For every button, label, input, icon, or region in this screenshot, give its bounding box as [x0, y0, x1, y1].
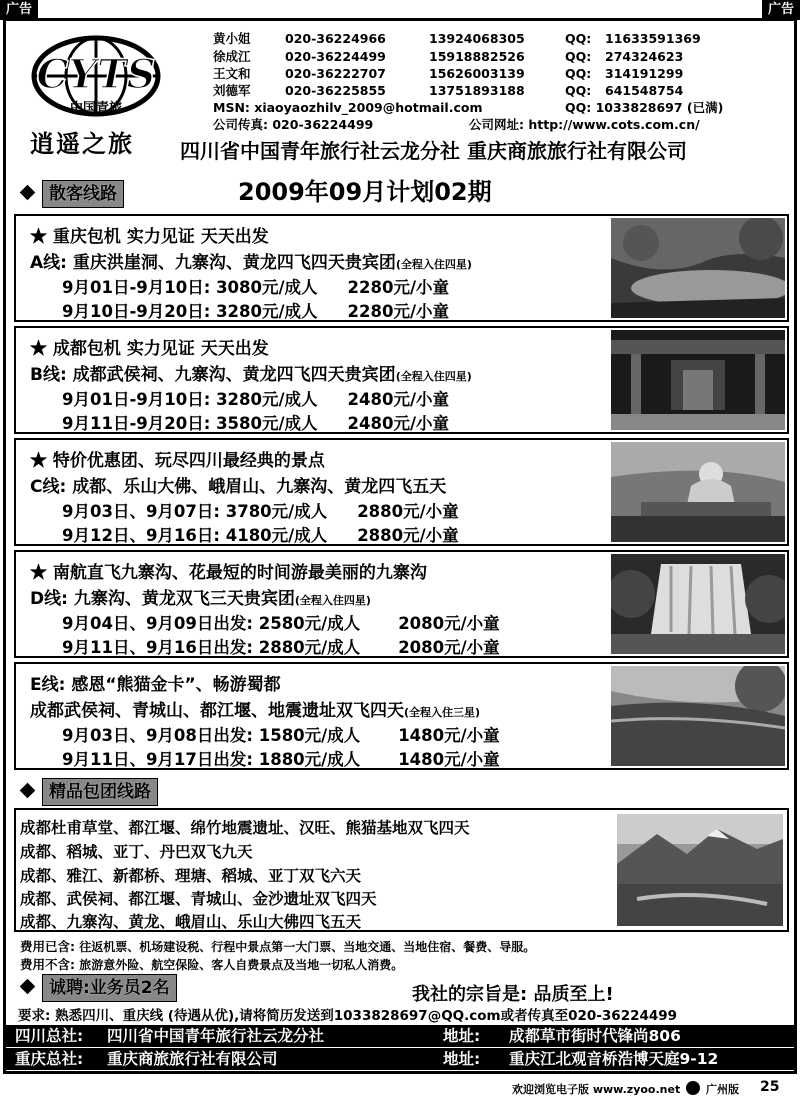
office-label: 四川总社: [15, 1027, 84, 1045]
section-boutique-header [14, 778, 158, 804]
date-child: 2880元/小童 [357, 526, 459, 545]
fee-included [20, 937, 535, 955]
route-title: B线: 成都武侯祠、九寨沟、黄龙四飞四天贵宾团 [30, 365, 396, 385]
route-name [30, 584, 371, 609]
fee-excluded [20, 955, 403, 973]
route-name [30, 248, 472, 273]
contact-name: 黄小姐 [213, 31, 251, 46]
route-heading: ★ 重庆包机 实力见证 天天出发 [30, 227, 269, 247]
ad-tag-left: 广告 [0, 0, 38, 20]
office-address: 重庆江北观音桥浩博天庭9-12 [509, 1050, 719, 1068]
route-note: (全程入住四星) [294, 594, 371, 607]
fee-included-text: 往返机票、机场建设税、行程中景点第一大门票、当地交通、当地住宿、餐费、导服。 [79, 940, 536, 954]
contact-name: 王文和 [213, 66, 251, 81]
footer-welcome[interactable]: 欢迎浏览电子版 www.zyoo.net [512, 1083, 681, 1096]
route-photo-temple [611, 330, 785, 430]
contact-qq: 314191299 [605, 66, 684, 81]
route-date [62, 722, 500, 746]
office-address: 成都草市街时代锋尚806 [509, 1027, 681, 1045]
office-name: 重庆商旅旅行社有限公司 [107, 1050, 278, 1068]
office-label: 重庆总社: [15, 1050, 84, 1068]
route-title: C线: 成都、乐山大佛、峨眉山、九寨沟、黄龙四飞五天 [30, 477, 447, 497]
date-child: 2280元/小童 [347, 302, 449, 321]
date-child: 1480元/小童 [398, 726, 500, 745]
motto: 我社的宗旨是: 品质至上! [412, 984, 614, 1005]
list-item: 成都、雅江、新都桥、理塘、稻城、亚丁双飞六天 [20, 867, 362, 885]
contact-qq: 11633591369 [605, 31, 701, 46]
recruit-label: 诚聘:业务员2名 [42, 974, 177, 1002]
msn-address[interactable]: MSN: xiaoyaozhilv_2009@hotmail.com [213, 100, 483, 115]
route-name [30, 472, 446, 497]
section-scatter-label: 散客线路 [42, 180, 124, 208]
route-note: (全程入住四星) [395, 258, 472, 271]
qq-label: QQ: [565, 83, 592, 98]
recruit-requirement: 要求: 熟悉四川、重庆线 (待遇从优),请将简历发送到1033828697@QQ.com或者传真至020-36224499 [18, 1008, 678, 1024]
date-child: 2480元/小童 [347, 414, 449, 433]
company-line: 四川省中国青年旅行社云龙分社 重庆商旅旅行社有限公司 [180, 139, 687, 163]
route-date [62, 410, 449, 434]
zyoo-logo-icon [686, 1081, 700, 1095]
route-note: (全程入住四星) [395, 370, 472, 383]
logo-subtitle: 中国青旅 [69, 101, 123, 116]
address-label: 地址: [443, 1027, 481, 1045]
qq-label: QQ: [565, 66, 592, 81]
route-heading: ★ 南航直飞九寨沟、花最短的时间游最美丽的九寨沟 [30, 563, 427, 583]
date-child: 2080元/小童 [398, 614, 500, 633]
date-child: 2880元/小童 [357, 502, 459, 521]
list-item: 成都、九寨沟、黄龙、峨眉山、乐山大佛四飞五天 [20, 913, 362, 931]
office-row-chongqing [3, 1048, 797, 1070]
route-date [62, 274, 449, 298]
date-child: 2080元/小童 [398, 638, 500, 657]
list-item: 成都杜甫草堂、都江堰、绵竹地震遗址、汉旺、熊猫基地双飞四天 [20, 819, 470, 837]
contact-qq: 641548754 [605, 83, 684, 98]
route-card-d [14, 550, 789, 658]
date-adult: 9月04日、9月09日出发: 2580元/成人 [62, 614, 361, 633]
route-card-e [14, 662, 789, 770]
route-card-a [14, 214, 789, 322]
boutique-photo-mountain [617, 814, 783, 926]
route-card-b [14, 326, 789, 434]
route-photo-river [611, 666, 785, 766]
contact-name: 刘德军 [213, 83, 251, 98]
boutique-list [14, 808, 789, 932]
diamond-icon [20, 783, 36, 799]
route-heading: ★ 特价优惠团、玩尽四川最经典的景点 [30, 451, 325, 471]
recruit-header [14, 974, 177, 1000]
route-heading: ★ 成都包机 实力见证 天天出发 [30, 339, 269, 359]
route-title: A线: 重庆洪崖洞、九寨沟、黄龙四飞四天贵宾团 [30, 253, 396, 273]
route-title: 成都武侯祠、青城山、都江堰、地震遗址双飞四天 [30, 701, 404, 721]
date-adult: 9月12日、9月16日: 4180元/成人 [62, 526, 328, 545]
office-row-sichuan [3, 1025, 797, 1047]
route-photo-buddha [611, 442, 785, 542]
contact-mobile: 13924068305 [429, 31, 525, 46]
route-date [62, 498, 459, 522]
date-adult: 9月11日-9月20日: 3580元/成人 [62, 414, 318, 433]
diamond-icon [20, 979, 36, 995]
ad-tag-right: 广告 [762, 0, 800, 20]
address-label: 地址: [443, 1050, 481, 1068]
qq-extra: QQ: 1033828697 (已满) [565, 100, 724, 115]
contact-phone: 020-36225855 [285, 83, 386, 98]
plan-title: 2009年09月计划02期 [238, 178, 492, 206]
route-title: D线: 九寨沟、黄龙双飞三天贵宾团 [30, 589, 295, 609]
logo-letters: CYTS [36, 51, 156, 98]
cyts-logo [12, 32, 180, 120]
route-card-c [14, 438, 789, 546]
fee-included-label: 费用已含: [20, 939, 75, 954]
qq-label: QQ: [565, 49, 592, 64]
contact-phone: 020-36224966 [285, 31, 386, 46]
route-date [62, 634, 500, 658]
route-photo-waterfall [611, 554, 785, 654]
office-name: 四川省中国青年旅行社云龙分社 [107, 1027, 325, 1045]
brand-name: 逍遥之旅 [30, 129, 134, 158]
date-adult: 9月01日-9月10日: 3280元/成人 [62, 390, 318, 409]
page-number: 25 [760, 1079, 780, 1095]
date-adult: 9月03日、9月07日: 3780元/成人 [62, 502, 328, 521]
fax-number: 公司传真: 020-36224499 [213, 117, 374, 132]
list-item: 成都、稻城、亚丁、丹巴双飞九天 [20, 843, 253, 861]
section-scatter-header [14, 180, 124, 206]
contact-phone: 020-36224499 [285, 49, 386, 64]
date-child: 1480元/小童 [398, 750, 500, 769]
date-adult: 9月10日-9月20日: 3280元/成人 [62, 302, 318, 321]
footer-edition: 广州版 [706, 1083, 739, 1096]
contact-mobile: 15918882526 [429, 49, 525, 64]
fee-excluded-label: 费用不含: [20, 957, 75, 972]
date-child: 2480元/小童 [347, 390, 449, 409]
contact-qq: 274324623 [605, 49, 684, 64]
contact-phone: 020-36222707 [285, 66, 386, 81]
contact-mobile: 15626003139 [429, 66, 525, 81]
date-adult: 9月03日、9月08日出发: 1580元/成人 [62, 726, 361, 745]
website-link[interactable]: 公司网址: http://www.cots.com.cn/ [469, 117, 700, 132]
route-date [62, 610, 500, 634]
route-date [62, 522, 459, 546]
date-adult: 9月11日、9月17日出发: 1880元/成人 [62, 750, 361, 769]
route-name [30, 696, 480, 721]
section-boutique-label: 精品包团线路 [42, 778, 158, 806]
date-adult: 9月11日、9月16日出发: 2880元/成人 [62, 638, 361, 657]
qq-label: QQ: [565, 31, 592, 46]
route-name [30, 360, 472, 385]
route-date [62, 386, 449, 410]
route-date [62, 746, 500, 770]
route-photo-lake [611, 218, 785, 318]
fee-excluded-text: 旅游意外险、航空保险、客人自费景点及当地一切私人消费。 [79, 958, 404, 972]
diamond-icon [20, 185, 36, 201]
route-date [62, 298, 449, 322]
contact-name: 徐成江 [213, 49, 251, 64]
contact-mobile: 13751893188 [429, 83, 525, 98]
date-child: 2280元/小童 [347, 278, 449, 297]
date-adult: 9月01日-9月10日: 3080元/成人 [62, 278, 318, 297]
route-note: (全程入住三星) [404, 706, 481, 719]
list-item: 成都、武侯祠、都江堰、青城山、金沙遗址双飞四天 [20, 890, 377, 908]
route-heading: E线: 感恩“熊猫金卡”、畅游蜀都 [30, 675, 281, 695]
